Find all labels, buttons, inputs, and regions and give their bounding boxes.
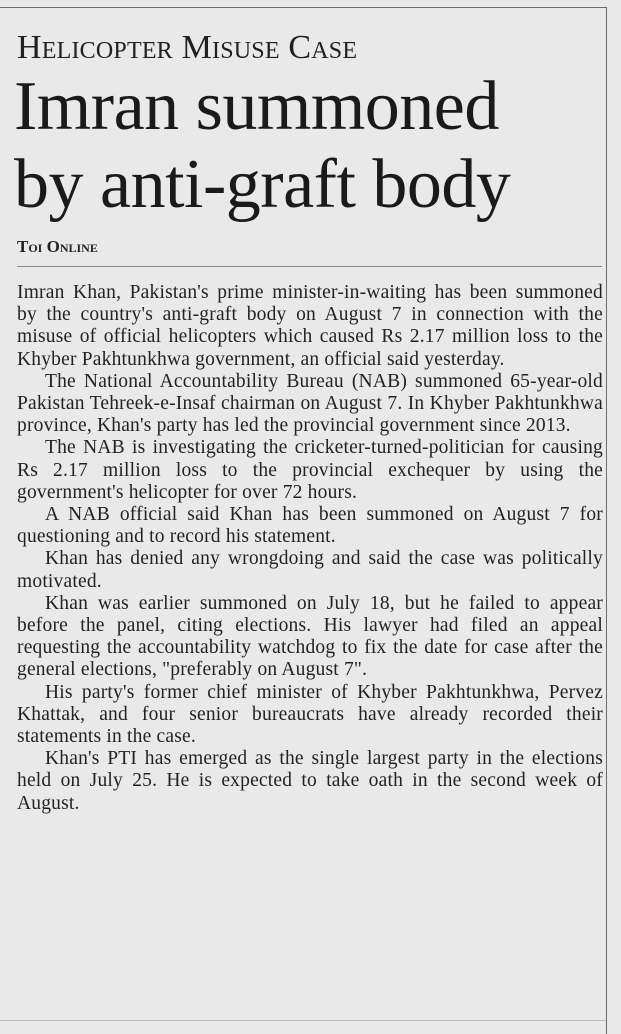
paragraph: Khan was earlier summoned on July 18, but he failed to appear before the panel, citing elections. His lawyer had filed an appeal requesting the accountability watchdog to fix the date for case after the general elections, "preferably on August 7". bbox=[17, 592, 603, 681]
paragraph: Khan's PTI has emerged as the single largest party in the elections held on July 25. He is expected to take oath in the second week of August. bbox=[17, 748, 603, 814]
article-body bbox=[17, 282, 603, 815]
clipping-top-border bbox=[0, 7, 606, 8]
headline-line-2: by anti-graft body bbox=[14, 146, 511, 223]
paragraph: The National Accountability Bureau (NAB) summoned 65-year-old Pakistan Tehreek-e-Insaf chairman on August 7. In Khyber Pakhtunkhwa province, Khan's party has led the provincial government since 2013. bbox=[17, 370, 603, 437]
headline-line-1: Imran summoned bbox=[14, 68, 499, 145]
paragraph: His party's former chief minister of Khyber Pakhtunkhwa, Pervez Khattak, and four senior bureaucrats have already recorded their statements in the case. bbox=[17, 681, 603, 748]
article-kicker: Helicopter Misuse Case bbox=[17, 29, 358, 66]
article-byline: Toi Online bbox=[17, 237, 98, 256]
byline-divider bbox=[17, 266, 602, 267]
paragraph: The NAB is investigating the cricketer-turned-politician for causing Rs 2.17 million loss to the provincial exchequer by using the government's helicopter for over 72 hours. bbox=[17, 437, 603, 503]
paragraph: Imran Khan, Pakistan's prime minister-in-waiting has been summoned by the country's anti-graft body on August 7 in connection with the misuse of official helicopters which caused Rs 2.17 million loss to the Khyber Pakhtunkhwa government, an official said yesterday. bbox=[17, 282, 603, 370]
clipping-right-border bbox=[606, 7, 607, 1034]
paragraph: Khan has denied any wrongdoing and said the case was politically motivated. bbox=[17, 548, 603, 592]
article-headline bbox=[14, 68, 602, 224]
paragraph: A NAB official said Khan has been summoned on August 7 for questioning and to record his statement. bbox=[17, 504, 603, 548]
clipping-bottom-border bbox=[0, 1020, 606, 1021]
